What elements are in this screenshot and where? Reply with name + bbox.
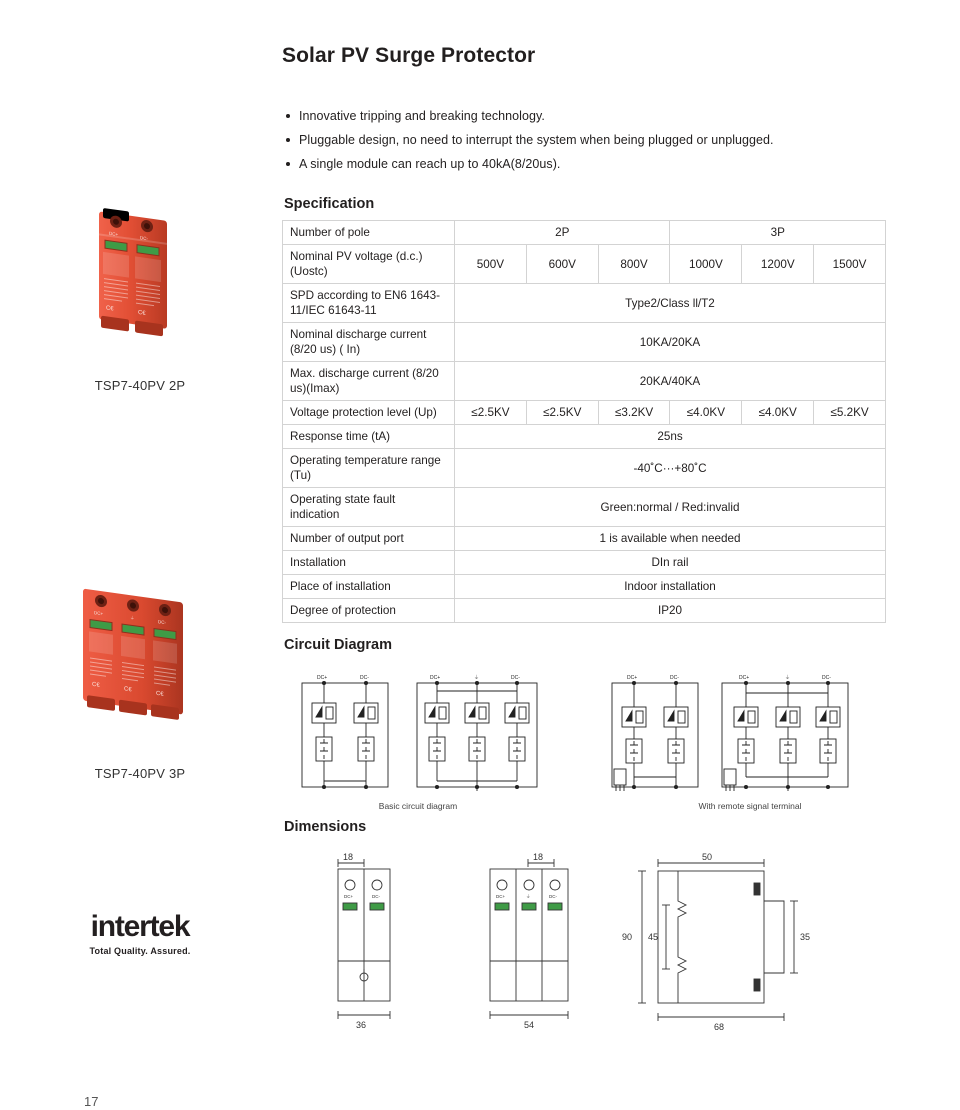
svg-text:DC-: DC- — [158, 619, 166, 626]
svg-text:⏚: ⏚ — [785, 675, 791, 681]
svg-text:18: 18 — [343, 852, 354, 862]
circuit-diagram-heading: Circuit Diagram — [284, 637, 392, 653]
cell-value: 600V — [526, 245, 598, 284]
svg-text:DC+: DC+ — [344, 894, 354, 899]
table-row — [283, 284, 886, 323]
product-3p-caption: TSP7-40PV 3P — [94, 766, 186, 781]
svg-text:C€: C€ — [92, 681, 100, 689]
spd-3p-illustration — [65, 578, 215, 758]
row-label: Response time (tA) — [283, 425, 455, 449]
dimension-drawings — [282, 843, 886, 1033]
cell-value: ≤2.5KV — [526, 401, 598, 425]
product-3p — [0, 578, 280, 781]
svg-text:45: 45 — [648, 932, 659, 942]
svg-text:35: 35 — [800, 932, 811, 942]
svg-text:C€: C€ — [156, 690, 164, 698]
svg-text:50: 50 — [702, 852, 713, 862]
table-row — [283, 575, 886, 599]
table-row — [283, 449, 886, 488]
svg-text:⏚: ⏚ — [474, 675, 480, 681]
row-label: Number of pole — [283, 221, 455, 245]
row-label: Degree of protection — [283, 599, 455, 623]
cell-value: 10KA/20KA — [455, 323, 886, 362]
svg-text:DC-: DC- — [549, 894, 557, 899]
cell-value: ≤2.5KV — [455, 401, 527, 425]
table-row — [283, 362, 886, 401]
cell-value: 1200V — [742, 245, 814, 284]
cell-value: 500V — [455, 245, 527, 284]
table-row — [283, 221, 886, 245]
list-item: A single module can reach up to 40kA(8/20us). — [282, 152, 960, 176]
cell-value: ≤3.2KV — [598, 401, 670, 425]
svg-text:DC-: DC- — [511, 675, 520, 681]
product-images-column — [0, 0, 280, 1110]
row-label: Operating state fault indication — [283, 488, 455, 527]
product-2p-caption: TSP7-40PV 2P — [94, 378, 186, 393]
cell-value: 800V — [598, 245, 670, 284]
table-row — [283, 245, 886, 284]
row-label: Nominal discharge current (8/20 us) ( In) — [283, 323, 455, 362]
cell-value: 2P — [455, 221, 670, 245]
table-row — [283, 551, 886, 575]
remote-circuit-caption: With remote signal terminal — [698, 801, 802, 811]
page-number: 17 — [84, 1094, 99, 1109]
cell-value: 1 is available when needed — [455, 527, 886, 551]
svg-text:68: 68 — [714, 1022, 725, 1032]
svg-text:DC+: DC+ — [109, 230, 119, 238]
list-item: Innovative tripping and breaking technology. — [282, 104, 960, 128]
specification-heading: Specification — [284, 196, 375, 212]
table-row — [283, 527, 886, 551]
cell-value: 3P — [670, 221, 886, 245]
row-label: SPD according to EN6 1643-11/IEC 61643-11 — [283, 284, 455, 323]
svg-text:⏚: ⏚ — [526, 894, 531, 899]
svg-text:DC+: DC+ — [94, 610, 104, 617]
table-row — [283, 425, 886, 449]
row-label: Place of installation — [283, 575, 455, 599]
svg-text:DC-: DC- — [670, 675, 679, 681]
cell-value: ≤5.2KV — [814, 401, 886, 425]
svg-text:36: 36 — [356, 1020, 367, 1030]
svg-text:DC-: DC- — [360, 675, 369, 681]
cell-value: IP20 — [455, 599, 886, 623]
svg-text:DC+: DC+ — [739, 675, 750, 681]
table-row — [283, 599, 886, 623]
content-column — [282, 0, 960, 1033]
basic-circuit-caption: Basic circuit diagram — [378, 801, 458, 811]
svg-text:DC+: DC+ — [317, 675, 328, 681]
specification-table — [282, 220, 886, 623]
svg-text:DC+: DC+ — [430, 675, 441, 681]
intertek-wordmark: intertek — [90, 910, 190, 943]
svg-text:54: 54 — [524, 1020, 535, 1030]
table-row — [283, 401, 886, 425]
spd-2p-illustration — [75, 200, 205, 370]
cell-value: Green:normal / Red:invalid — [455, 488, 886, 527]
cell-value: 20KA/40KA — [455, 362, 886, 401]
cell-value: 1500V — [814, 245, 886, 284]
list-item: Pluggable design, no need to interrupt the system when being plugged or unplugged. — [282, 128, 960, 152]
svg-text:⏚: ⏚ — [130, 615, 135, 621]
cell-value: DIn rail — [455, 551, 886, 575]
cell-value: ≤4.0KV — [742, 401, 814, 425]
svg-text:DC+: DC+ — [627, 675, 638, 681]
intertek-tagline: Total Quality. Assured. — [89, 946, 191, 956]
cell-value: Type2/Class ll/T2 — [455, 284, 886, 323]
circuit-diagrams — [282, 661, 886, 821]
cell-value: 25ns — [455, 425, 886, 449]
svg-text:DC-: DC- — [140, 235, 148, 242]
table-row — [283, 488, 886, 527]
product-2p — [0, 200, 280, 393]
svg-text:C€: C€ — [138, 309, 146, 317]
feature-list — [282, 104, 960, 176]
row-label: Nominal PV voltage (d.c.) (Uostc) — [283, 245, 455, 284]
svg-text:DC-: DC- — [372, 894, 380, 899]
svg-text:C€: C€ — [124, 686, 132, 694]
svg-text:DC-: DC- — [822, 675, 831, 681]
row-label: Operating temperature range (Tu) — [283, 449, 455, 488]
cell-value: ≤4.0KV — [670, 401, 742, 425]
svg-text:90: 90 — [622, 932, 633, 942]
svg-text:18: 18 — [533, 852, 544, 862]
row-label: Voltage protection level (Up) — [283, 401, 455, 425]
row-label: Max. discharge current (8/20 us)(Imax) — [283, 362, 455, 401]
svg-text:DC+: DC+ — [496, 894, 506, 899]
circuit-diagram-svg — [282, 661, 886, 821]
cell-value: 1000V — [670, 245, 742, 284]
dimensions-heading: Dimensions — [284, 819, 367, 835]
row-label: Installation — [283, 551, 455, 575]
page-title: Solar PV Surge Protector — [282, 44, 536, 67]
product-2p-image — [75, 200, 205, 370]
cell-value: -40˚C···+80˚C — [455, 449, 886, 488]
dimensions-svg — [282, 843, 886, 1033]
table-row — [283, 323, 886, 362]
product-3p-image — [65, 578, 215, 758]
row-label: Number of output port — [283, 527, 455, 551]
svg-text:C€: C€ — [106, 305, 114, 313]
cell-value: Indoor installation — [455, 575, 886, 599]
intertek-logo — [0, 910, 280, 956]
